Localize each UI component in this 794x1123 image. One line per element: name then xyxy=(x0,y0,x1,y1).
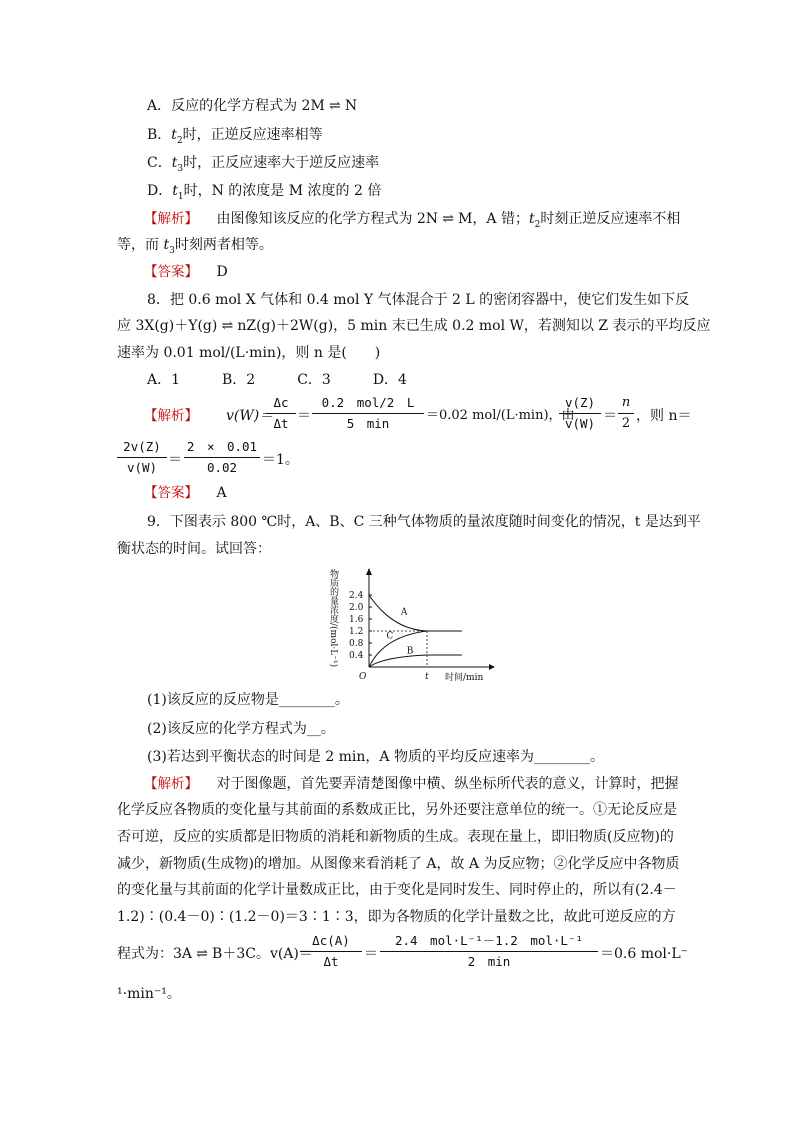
q9-sub2: (2)该反应的化学方程式为__。 xyxy=(147,721,335,737)
result-text: ，则 n＝ xyxy=(636,408,692,424)
frac-den: 5 min xyxy=(346,416,390,431)
series-c-label: C xyxy=(386,631,394,642)
frac-num: 0.2 mol/2 L xyxy=(321,395,415,410)
analysis-tag: 【解析】 xyxy=(144,776,198,792)
frac-num: n xyxy=(621,395,631,410)
frac-bar xyxy=(266,413,296,414)
frac-den: Δt xyxy=(323,954,339,969)
frac-den: v(W) xyxy=(564,416,596,431)
q7-analysis-line1: 【解析】 由图像知该反应的化学方程式为 2N ⇌ M，A 错；$t_2$时刻正逆反应速率不相 xyxy=(144,211,681,230)
y-tick-label: 2.0 xyxy=(349,603,364,613)
frac-bar xyxy=(184,457,260,458)
q7-option-a: A．反应的化学方程式为 2M ⇌ N xyxy=(147,98,358,114)
t-tick-label: t xyxy=(425,672,429,682)
q7-option-b: B．$t_2$时，正逆反应速率相等 xyxy=(147,127,323,146)
q8-options: A．1 B．2 C．3 D．4 xyxy=(147,372,407,388)
frac-num: v(Z) xyxy=(564,395,596,410)
frac-num: 2.4 mol·L⁻¹－1.2 mol·L⁻¹ xyxy=(394,933,583,948)
y-tick-label: 0.4 xyxy=(349,651,364,661)
q9-sub3: (3)若达到平衡状态的时间是 2 min，A 物质的平均反应速率为________。 xyxy=(147,749,604,765)
q9-analysis-p3: 否可逆，反应的实质都是旧物质的消耗和新物质的生成。表现在量上，即旧物质(反应物)的 xyxy=(117,829,674,845)
analysis-tag: 【解析】 xyxy=(144,211,198,227)
frac-dc: Δc xyxy=(273,395,289,410)
q7-option-c: C．$t_3$时，正反应速率大于逆反应速率 xyxy=(147,155,380,174)
answer-tag: 【答案】 xyxy=(144,264,198,280)
q9-analysis-p6: 1.2)∶(0.4－0)∶(1.2－0)＝3∶1∶3，即为各物质的化学计量数之比，故此可逆反应的方 xyxy=(117,909,676,925)
q9-analysis-p4: 减少，新物质(生成物)的增加。从图像来看消耗了 A，故 A 为反应物；②化学反应中各物质 xyxy=(117,856,680,872)
q8-analysis-tag-row xyxy=(144,406,198,426)
y-axis-label: 物质的量浓度/(mol·L⁻¹) xyxy=(328,569,338,668)
reversible-arrow-icon: ⇌ xyxy=(221,318,234,334)
q8-vw: v(W)＝ xyxy=(226,408,274,424)
q8-line2: 应 3X(g)＋Y(g) ⇌ nZ(g)＋2W(g)，5 min 末已生成 0.2 mol W，若测知以 Z 表示的平均反应 xyxy=(117,318,711,334)
frac-bar xyxy=(559,413,601,414)
frac-bar xyxy=(117,457,167,458)
series-a-line xyxy=(369,595,462,631)
frac-den: 2 min xyxy=(467,954,511,969)
y-tick-label: 1.2 xyxy=(349,627,364,637)
q9-line1: 9．下图表示 800 ℃时，A、B、C 三种气体物质的量浓度随时间变化的情况，t 是达到平 xyxy=(147,514,701,530)
frac-num: Δc(A) xyxy=(312,933,350,948)
q8-line1: 8．把 0.6 mol X 气体和 0.4 mol Y 气体混合于 2 L 的密闭容器中，使它们发生如下反 xyxy=(147,292,690,308)
q7-analysis-line2: 等，而 $t_3$时刻两者相等。 xyxy=(117,237,273,256)
series-c-line xyxy=(369,631,462,667)
q9-sub1: (1)该反应的反应物是________。 xyxy=(147,692,349,708)
q9-analysis-p2: 化学反应各物质的变化量与其前面的系数成正比，另外还要注意单位的统一。①无论反应是 xyxy=(117,802,677,818)
y-tick-label: 2.4 xyxy=(349,591,364,601)
y-tick-label: 0.8 xyxy=(349,639,364,649)
frac-bar xyxy=(380,951,598,952)
q7-answer: 【答案】 D xyxy=(144,264,228,280)
frac-dt: Δt xyxy=(273,416,289,431)
y-axis-arrow-icon xyxy=(366,568,372,575)
origin-label: O xyxy=(359,672,367,682)
result-text: ＝0.6 mol·L⁻ xyxy=(600,946,689,962)
q9-analysis-p1: 【解析】 对于图像题，首先要弄清楚图像中横、纵坐标所代表的意义，计算时，把握 xyxy=(144,776,679,792)
series-b-line xyxy=(369,655,462,667)
series-b-label: B xyxy=(406,646,414,657)
q7-option-d: D．$t_1$时，N 的浓度是 M 浓度的 2 倍 xyxy=(147,183,382,202)
q9-analysis-p8: ¹·min⁻¹。 xyxy=(117,986,181,1002)
analysis-tag: 【解析】 xyxy=(144,408,198,424)
frac-num: 2 × 0.01 xyxy=(186,439,258,454)
concentration-time-chart xyxy=(325,565,505,683)
q9-line2: 衡状态的时间。试回答： xyxy=(117,541,271,557)
frac-den: 2 xyxy=(621,416,631,431)
eq-sign: ＝ xyxy=(168,452,182,468)
frac-bar xyxy=(312,413,424,414)
q8-line3: 速率为 0.01 mol/(L·min)，则 n 是( ) xyxy=(117,345,381,361)
result-text: ＝0.02 mol/(L·min)，由 xyxy=(426,408,575,423)
x-axis-label: 时间/min xyxy=(445,673,484,683)
frac-bar xyxy=(300,951,362,952)
answer-tag: 【答案】 xyxy=(144,485,198,501)
q8-answer: 【答案】 A xyxy=(144,485,227,501)
reversible-arrow-icon: ⇌ xyxy=(328,98,341,114)
reversible-arrow-icon: ⇌ xyxy=(442,211,454,227)
frac-bar xyxy=(618,413,634,414)
frac-den: v(W) xyxy=(126,460,158,475)
eq-sign: ＝ xyxy=(297,408,311,424)
frac-num: 2v(Z) xyxy=(123,439,161,454)
series-a-label: A xyxy=(400,607,408,618)
reversible-arrow-icon: ⇌ xyxy=(196,946,208,962)
result-text: ＝1。 xyxy=(262,452,299,468)
x-axis-arrow-icon xyxy=(489,664,495,670)
q9-analysis-p7a: 程式为：3A ⇌ B＋3C。v(A)＝ xyxy=(117,946,313,962)
y-tick-label: 1.6 xyxy=(349,615,364,625)
eq-sign: ＝ xyxy=(603,408,617,424)
eq-sign: ＝ xyxy=(364,946,378,962)
frac-den: 0.02 xyxy=(206,460,238,475)
q9-analysis-p5: 的变化量与其前面的化学计量数成正比，由于变化是同时发生、同时停止的，所以有(2.4－ xyxy=(117,882,677,898)
